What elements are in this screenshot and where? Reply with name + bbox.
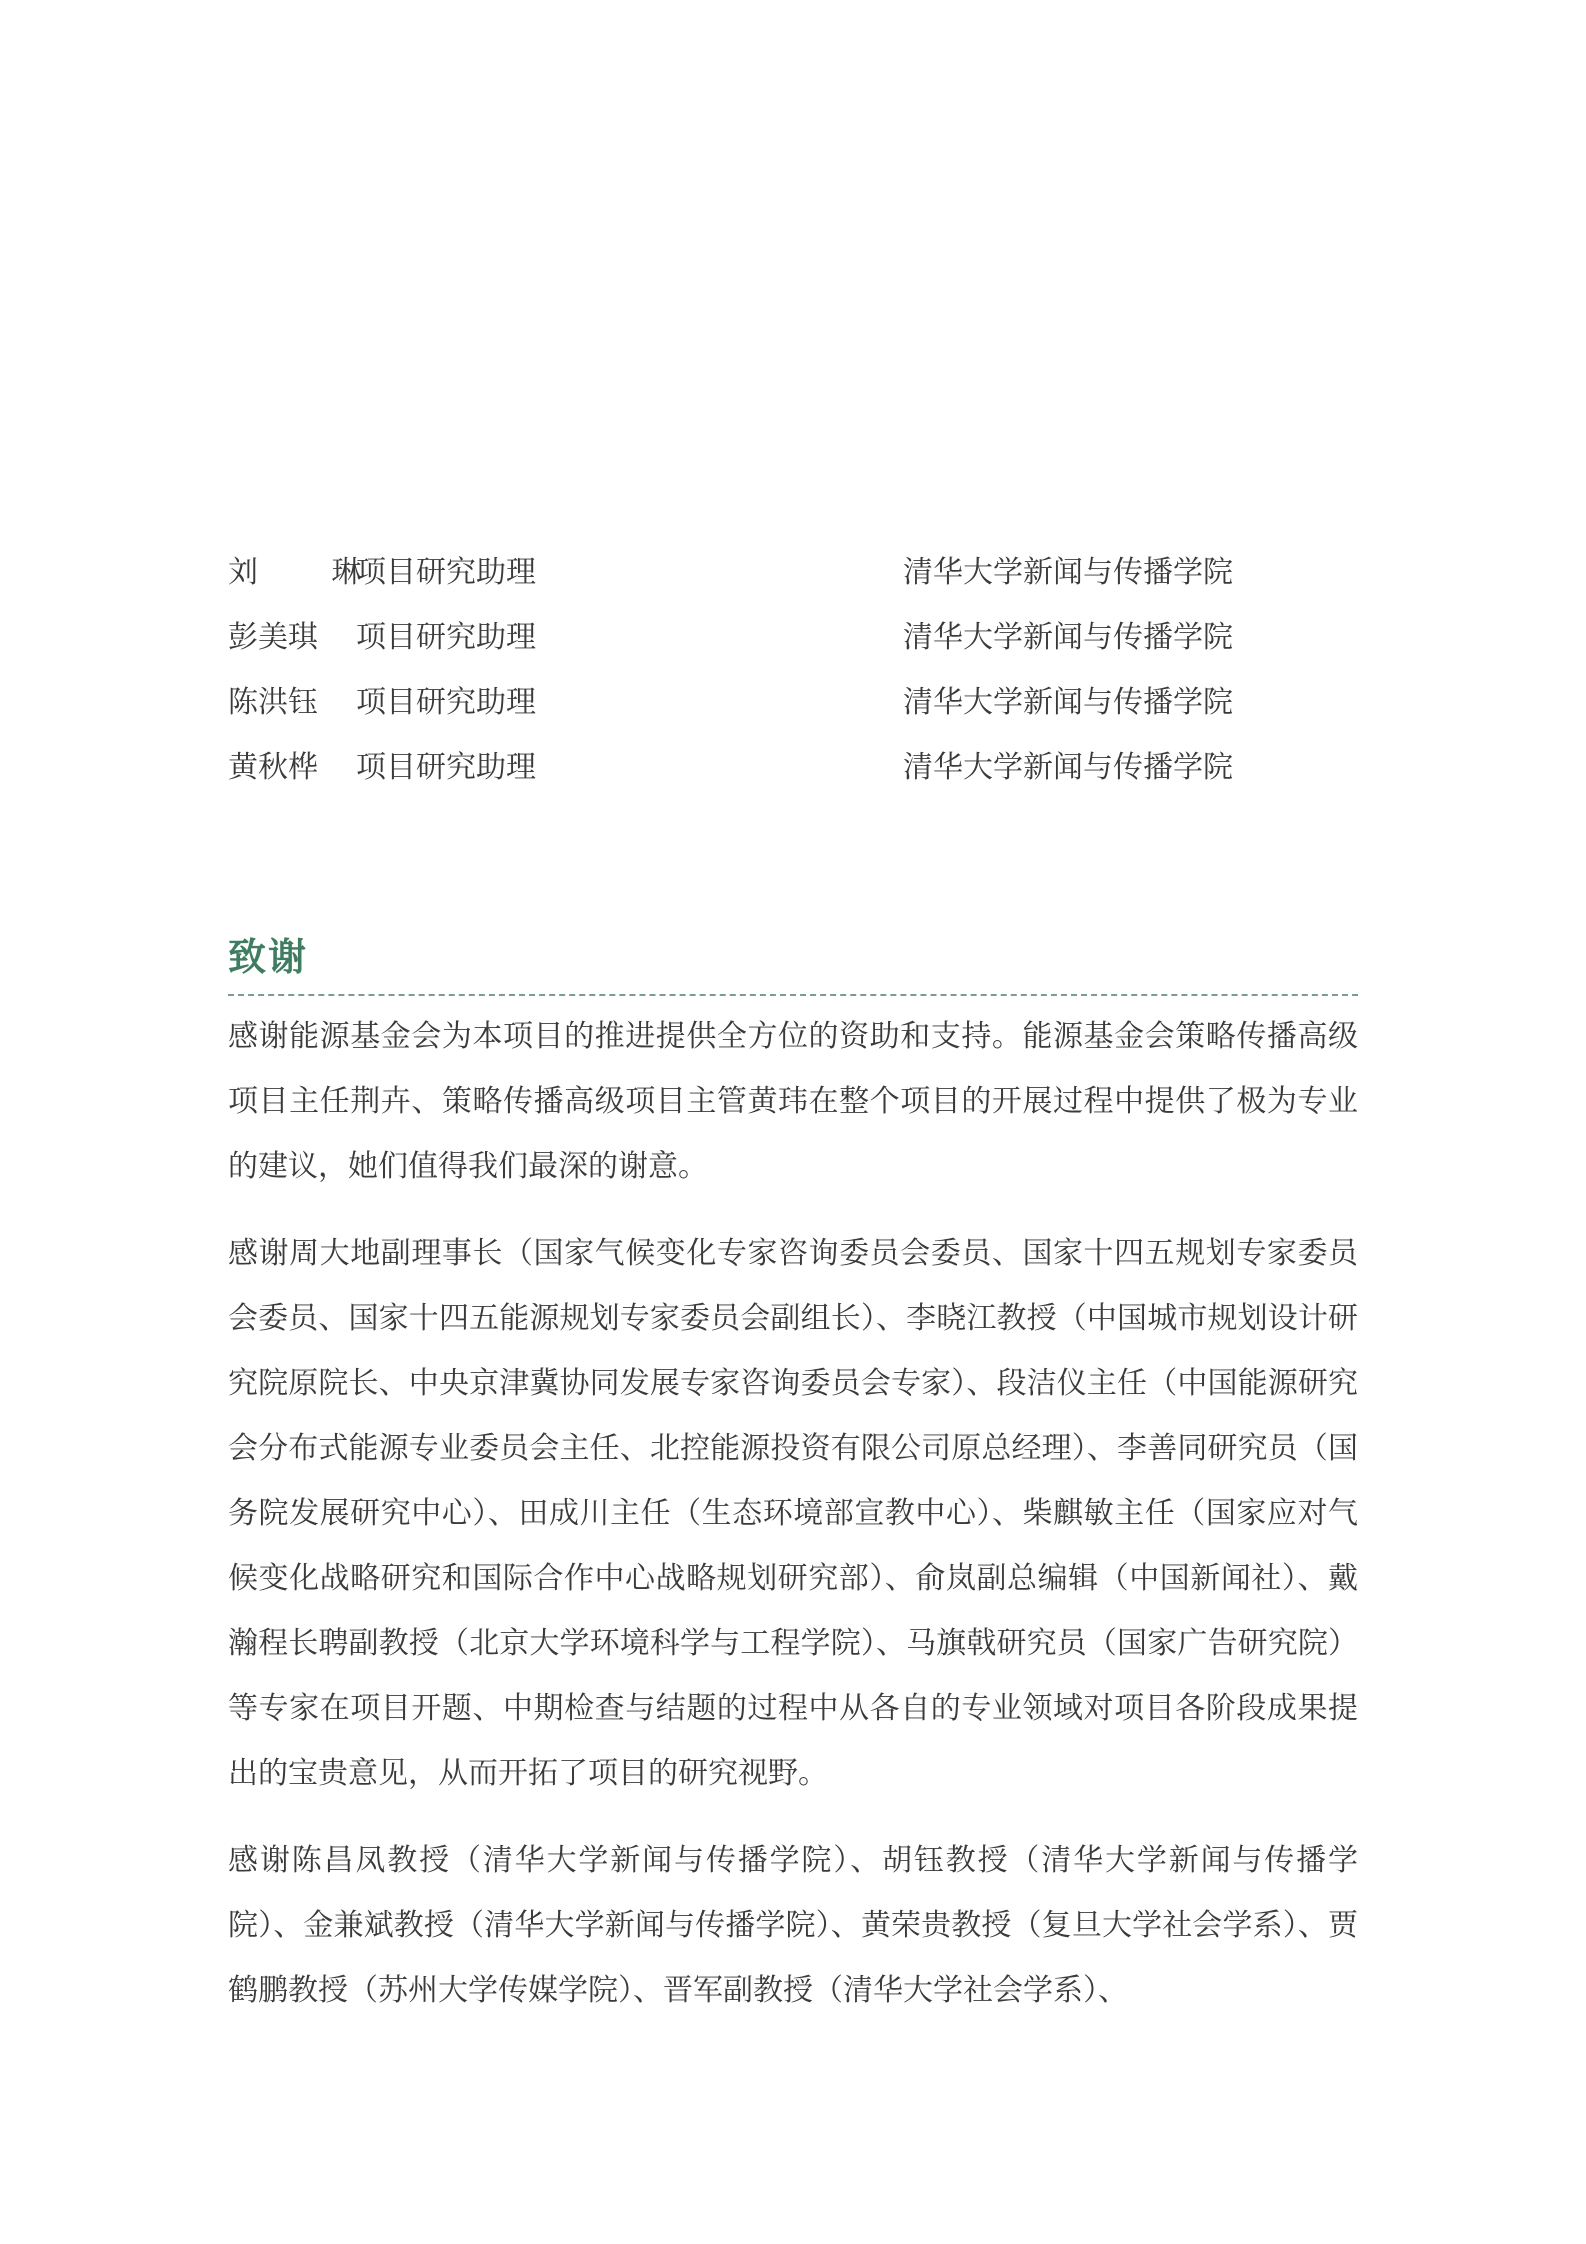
- team-member-row: [228, 545, 1358, 610]
- team-member-row: [228, 740, 1358, 805]
- team-member-list: [228, 545, 1358, 805]
- acknowledgement-paragraph: 感谢能源基金会为本项目的推进提供全方位的资助和支持。能源基金会策略传播高级项目主任荆卉、策略传播高级项目主管黄玮在整个项目的开展过程中提供了极为专业的建议，她们值得我们最深的谢意。: [228, 1019, 1358, 1184]
- team-member-role: 项目研究助理: [356, 620, 536, 655]
- team-member-organization: 清华大学新闻与传播学院: [903, 620, 1233, 655]
- acknowledgement-paragraph: 感谢陈昌凤教授（清华大学新闻与传播学院）、胡钰教授（清华大学新闻与传播学院）、金兼斌教授（清华大学新闻与传播学院）、黄荣贵教授（复旦大学社会学系）、贾鹤鹏教授（苏州大学传媒学院）、晋军副教授（清华大学社会学系）、: [228, 1843, 1358, 2008]
- section-divider: [228, 994, 1358, 996]
- team-member-organization: 清华大学新闻与传播学院: [903, 555, 1233, 590]
- team-member-organization: 清华大学新闻与传播学院: [903, 685, 1233, 720]
- team-member-row: [228, 675, 1358, 740]
- team-member-role: 项目研究助理: [356, 555, 536, 590]
- team-member-name: 彭美琪: [228, 620, 318, 655]
- team-member-name: 刘 琳: [228, 555, 394, 590]
- team-member-role: 项目研究助理: [356, 685, 536, 720]
- team-member-role: 项目研究助理: [356, 750, 536, 785]
- team-member-organization: 清华大学新闻与传播学院: [903, 750, 1233, 785]
- acknowledgements-section: [228, 930, 1358, 2045]
- acknowledgements-heading: 致谢: [228, 935, 309, 979]
- team-member-name: 陈洪钰: [228, 685, 318, 720]
- team-member-name: 黄秋桦: [228, 750, 318, 785]
- team-member-row: [228, 610, 1358, 675]
- acknowledgement-paragraph: 感谢周大地副理事长（国家气候变化专家咨询委员会委员、国家十四五规划专家委员会委员、国家十四五能源规划专家委员会副组长）、李晓江教授（中国城市规划设计研究院原院长、中央京津冀协同发展专家咨询委员会专家）、段洁仪主任（中国能源研究会分布式能源专业委员会主任、北控能源投资有限公司原总经理）、李善同研究员（国务院发展研究中心）、田成川主任（生态环境部宣教中心）、柴麒敏主任（国家应对气候变化战略研究和国际合作中心战略规划研究部）、俞岚副总编辑（中国新闻社）、戴瀚程长聘副教授（北京大学环境科学与工程学院）、马旗戟研究员（国家广告研究院）等专家在项目开题、中期检查与结题的过程中从各自的专业领域对项目各阶段成果提出的宝贵意见，从而开拓了项目的研究视野。: [228, 1236, 1358, 1791]
